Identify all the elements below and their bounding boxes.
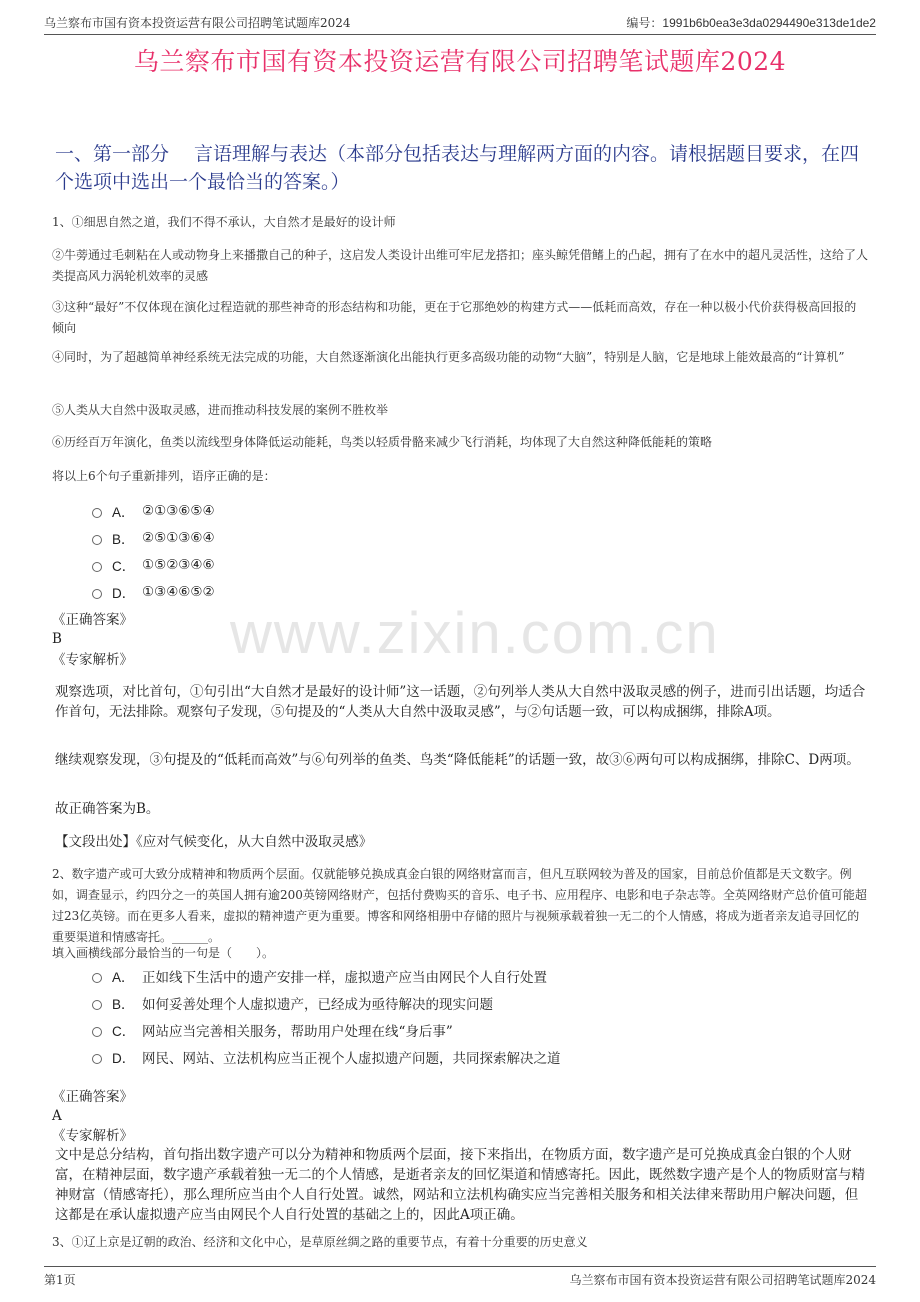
q2-text: 2、数字遗产或可大致分成精神和物质两个层面。仅就能够兑换成真金白银的网络财富而言，但凡互联网较为普及的国家，目前总价值都是天文数字。例如，调查显示，约四分之一的英国人拥有逾200英镑网络财产，包括付费购买的音乐、电子书、应用程序、电影和电子杂志等。全英网络财产总价值可能超过23亿英镑。而在更多人看来，虚拟的精神遗产更为重要。博客和网络相册中存储的照片与视频承载着独一无二的个人情感，将成为逝者亲友追寻回忆的重要渠道和情感寄托。______。 bbox=[52, 867, 867, 944]
q1-analysis-3: 故正确答案为B。 bbox=[55, 801, 160, 817]
q2-option-c[interactable]: C． 网站应当完善相关服务，帮助用户处理在线“身后事” bbox=[92, 1016, 880, 1043]
q2-prompt: 填入画横线部分最恰当的一句是（ ）。 bbox=[52, 946, 275, 960]
page-footer bbox=[44, 1266, 876, 1289]
q2-answer-label: 《正确答案》 bbox=[52, 1089, 133, 1105]
radio-icon[interactable] bbox=[92, 508, 102, 518]
q1-line-4: ④同时，为了超越简单神经系统无法完成的功能，大自然逐渐演化出能执行更多高级功能的动物“大脑”，特别是人脑，它是地球上能效最高的“计算机” bbox=[52, 350, 845, 364]
q1-line-5: ⑤人类从大自然中汲取灵感，进而推动科技发展的案例不胜枚举 bbox=[52, 403, 389, 417]
q1-option-c[interactable]: C． ①⑤②③④⑥ bbox=[92, 551, 880, 578]
section-heading: 一、第一部分 言语理解与表达（本部分包括表达与理解两方面的内容。请根据题目要求，在四个选项中选出一个最恰当的答案。） bbox=[55, 143, 860, 193]
radio-icon[interactable] bbox=[92, 562, 102, 572]
radio-icon[interactable] bbox=[92, 1000, 102, 1010]
q2-option-b[interactable]: B． 如何妥善处理个人虚拟遗产，已经成为亟待解决的现实问题 bbox=[92, 989, 880, 1016]
q1-line-2: ②牛蒡通过毛刺粘在人或动物身上来播撒自己的种子，这启发人类设计出维可牢尼龙搭扣；座头鲸凭借鳍上的凸起，拥有了在水中的超凡灵活性，这给了人类提高风力涡轮机效率的灵感 bbox=[52, 248, 869, 283]
radio-icon[interactable] bbox=[92, 535, 102, 545]
q1-option-d[interactable]: D． ①③④⑥⑤② bbox=[92, 578, 880, 605]
q1-source: 【文段出处】《应对气候变化，从大自然中汲取灵感》 bbox=[55, 834, 373, 850]
radio-icon[interactable] bbox=[92, 1027, 102, 1037]
header-title: 乌兰察布市国有资本投资运营有限公司招聘笔试题库2024 bbox=[44, 16, 351, 30]
page-header bbox=[44, 12, 876, 35]
q2-options bbox=[92, 962, 880, 1070]
q1-prompt: 将以上6个句子重新排列，语序正确的是： bbox=[52, 469, 276, 483]
page-number: 第1页 bbox=[44, 1273, 76, 1287]
q2-option-a[interactable]: A． 正如线下生活中的遗产安排一样，虚拟遗产应当由网民个人自行处置 bbox=[92, 962, 880, 989]
q1-analysis-label: 《专家解析》 bbox=[52, 652, 133, 668]
radio-icon[interactable] bbox=[92, 1054, 102, 1064]
q1-option-a[interactable]: A． ②①③⑥⑤④ bbox=[92, 497, 880, 524]
q1-analysis-2: 继续观察发现，③句提及的“低耗而高效”与⑥句列举的鱼类、鸟类“降低能耗”的话题一致，故③⑥两句可以构成捆绑，排除C、D两项。 bbox=[55, 752, 860, 768]
q1-answer-label: 《正确答案》 bbox=[52, 612, 133, 628]
q2-option-d[interactable]: D． 网民、网站、立法机构应当正视个人虚拟遗产问题，共同探索解决之道 bbox=[92, 1043, 880, 1070]
q1-line-1: 1、①细思自然之道，我们不得不承认，大自然才是最好的设计师 bbox=[52, 215, 396, 229]
q2-analysis-label: 《专家解析》 bbox=[52, 1128, 133, 1144]
q3-text: 3、①辽上京是辽朝的政治、经济和文化中心，是草原丝绸之路的重要节点，有着十分重要的历史意义 bbox=[52, 1235, 588, 1249]
footer-title: 乌兰察布市国有资本投资运营有限公司招聘笔试题库2024 bbox=[569, 1273, 876, 1287]
q2-answer: A bbox=[52, 1108, 62, 1124]
q1-option-b[interactable]: B． ②⑤①③⑥④ bbox=[92, 524, 880, 551]
document-title: 乌兰察布市国有资本投资运营有限公司招聘笔试题库2024 bbox=[133, 47, 787, 76]
q1-line-6: ⑥历经百万年演化，鱼类以流线型身体降低运动能耗，鸟类以轻质骨骼来减少飞行消耗，均体现了大自然这种降低能耗的策略 bbox=[52, 435, 713, 449]
radio-icon[interactable] bbox=[92, 973, 102, 983]
q1-analysis-1: 观察选项，对比首句，①句引出“大自然才是最好的设计师”这一话题，②句列举人类从大自然中汲取灵感的例子，进而引出话题，均适合作首句，无法排除。观察句子发现，⑤句提及的“人类从大自然中汲取灵感”，与②句话题一致，可以构成捆绑，排除A项。 bbox=[55, 684, 866, 720]
watermark: www.zixin.com.cn bbox=[230, 601, 720, 666]
q1-options bbox=[92, 497, 880, 605]
radio-icon[interactable] bbox=[92, 589, 102, 599]
q1-line-3: ③这种“最好”不仅体现在演化过程造就的那些神奇的形态结构和功能，更在于它那绝妙的构建方式——低耗而高效，存在一种以极小代价获得极高回报的倾向 bbox=[52, 300, 857, 335]
document-id: 编号：1991b6b0ea3e3da0294490e313de1de2 bbox=[626, 16, 876, 30]
q1-answer: B bbox=[52, 631, 62, 647]
q2-analysis: 文中是总分结构，首句指出数字遗产可以分为精神和物质两个层面，接下来指出，在物质方面，数字遗产是可兑换成真金白银的个人财富，在精神层面，数字遗产承载着独一无二的个人情感，是逝者亲友的回忆渠道和情感寄托。因此，既然数字遗产是个人的物质财富与精神财富（情感寄托），那么理所应当由个人自行处置。诚然，网站和立法机构确实应当完善相关服务和相关法律来帮助用户解决问题，但这都是在承认虚拟遗产应当由网民个人自行处置的基础之上的，因此A项正确。 bbox=[55, 1147, 865, 1223]
